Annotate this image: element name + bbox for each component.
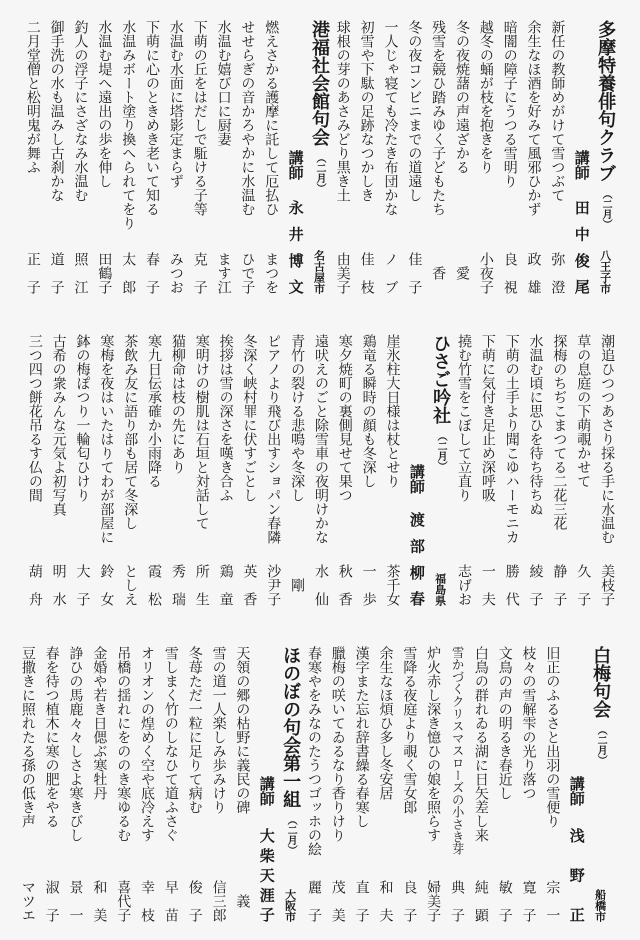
haiku-text: 下萌の丘をはだしで駈ける子等 bbox=[191, 20, 208, 216]
haiku-text: 一人じゃ寝ても冷たき布団かな bbox=[382, 20, 399, 216]
haiku-author: 霞松 bbox=[146, 564, 163, 606]
haiku-text: 寒梅を夜はいたはりてわが部屋に bbox=[98, 334, 115, 544]
haiku-text: ピアノより飛び出すショパン春隣 bbox=[265, 334, 282, 544]
haiku-text: 雪降る夜庭より覗く雪女郎 bbox=[401, 646, 418, 814]
haiku-text: 新任の教師めがけて雪つぶて bbox=[549, 20, 566, 202]
haiku-text: 水温みボート塗り換へられてをり bbox=[120, 20, 137, 230]
haiku-entry bbox=[379, 20, 403, 294]
haiku-author: 久子 bbox=[575, 564, 592, 606]
teacher-name: 渡部柳春 bbox=[407, 512, 426, 606]
haiku-text: 漢字また忘れ辞書繰る春寒し bbox=[353, 646, 370, 828]
haiku-author: 勝代 bbox=[503, 564, 520, 606]
haiku-author: 愛 bbox=[454, 266, 471, 280]
haiku-author: 一夫 bbox=[479, 564, 496, 606]
haiku-author: 春子 bbox=[144, 252, 161, 294]
haiku-author: 志げお bbox=[456, 564, 473, 606]
haiku-text: 諍ひの馬鹿々々しさよ寒きびし bbox=[67, 646, 84, 842]
haiku-entry bbox=[214, 334, 238, 606]
haiku-author: 沙尹子 bbox=[265, 564, 282, 606]
haiku-author: 麗子 bbox=[305, 880, 322, 922]
club-city: 船橋市 bbox=[593, 889, 607, 922]
haiku-author: 佳枝 bbox=[358, 252, 375, 294]
haiku-entry bbox=[426, 20, 450, 294]
haiku-text: 下萌に気付き足止め深呼吸 bbox=[479, 334, 496, 502]
haiku-entry bbox=[540, 646, 564, 922]
haiku-entry bbox=[135, 646, 159, 922]
club-title: ほのぼの句会第一組 bbox=[280, 646, 302, 808]
haiku-author: 婦美子 bbox=[425, 880, 442, 922]
haiku-author: 香 bbox=[430, 266, 447, 280]
club-title: 港福社会館句会 bbox=[308, 20, 330, 146]
haiku-text: 旧正のふるさと出羽の雪便り bbox=[544, 646, 561, 828]
haiku-author: 鶏童 bbox=[217, 564, 234, 606]
club-header bbox=[307, 20, 331, 294]
haiku-author: 一歩 bbox=[360, 564, 377, 606]
haiku-author: 小夜子 bbox=[477, 252, 494, 294]
haiku-author: 早苗 bbox=[162, 880, 179, 922]
club-header bbox=[593, 20, 617, 294]
haiku-entry bbox=[517, 646, 541, 922]
haiku-author: 佳子 bbox=[406, 252, 423, 294]
haiku-entry bbox=[188, 20, 212, 294]
haiku-entry bbox=[69, 20, 93, 294]
haiku-author: 政雄 bbox=[525, 252, 542, 294]
club-city: 名古屋市 bbox=[312, 250, 326, 294]
haiku-text: 越冬の蛹が枝を抱きをり bbox=[477, 20, 494, 174]
haiku-entry bbox=[302, 646, 326, 922]
haiku-entry bbox=[595, 334, 619, 606]
haiku-entry bbox=[500, 334, 524, 606]
haiku-entry bbox=[166, 334, 190, 606]
haiku-text: 初雪や下駄の足跡なつかしき bbox=[358, 20, 375, 202]
haiku-text: 二月堂僧と松明鬼が舞ふ bbox=[24, 20, 41, 174]
haiku-author: 英香 bbox=[241, 564, 258, 606]
page-band-middle bbox=[23, 334, 619, 606]
haiku-text: 暗闇の障子にうつる雪明り bbox=[501, 20, 518, 188]
haiku-text: 古希の衆みんな元気よ初写真 bbox=[50, 334, 67, 516]
haiku-text: 臘梅の咲いてゐるなり香りけり bbox=[329, 646, 346, 842]
haiku-text: 金婚や若き日偲ぶ寒牡丹 bbox=[91, 646, 108, 800]
haiku-text: 天領の郷の枯野に義民の碑 bbox=[234, 646, 251, 814]
haiku-entry bbox=[333, 334, 357, 606]
haiku-entry bbox=[45, 20, 69, 294]
haiku-entry bbox=[231, 646, 255, 922]
club-header bbox=[278, 646, 302, 922]
haiku-text: 冬深く峡村罪に伏すごとし bbox=[241, 334, 258, 502]
haiku-text: 水温む堤へ遠出の歩を伸し bbox=[96, 20, 113, 188]
club-month: （二月） bbox=[435, 431, 447, 471]
haiku-entry bbox=[87, 646, 111, 922]
haiku-author: 照江 bbox=[72, 252, 89, 294]
haiku-author: 良子 bbox=[401, 880, 418, 922]
haiku-author: 茂美 bbox=[329, 880, 346, 922]
haiku-entry bbox=[92, 20, 116, 294]
haiku-text: 枝々の雪解雫の光り落つ bbox=[520, 646, 537, 800]
haiku-text: 文鳥の声の明るき春近し bbox=[496, 646, 513, 800]
haiku-author: 正子 bbox=[24, 252, 41, 294]
haiku-text: 挨拶は雪の深さを嘆き合ふ bbox=[217, 334, 234, 502]
haiku-entry bbox=[355, 20, 379, 294]
club-city: 八王子市 bbox=[598, 250, 612, 294]
haiku-entry bbox=[309, 334, 333, 606]
haiku-text: 草の息庭の下萌覗かせて bbox=[575, 334, 592, 488]
haiku-entry bbox=[111, 646, 135, 922]
haiku-text: 猫柳命は枝の先にあり bbox=[169, 334, 186, 474]
haiku-text: 炉火赤し深き憶ひの娘を照らす bbox=[425, 646, 442, 842]
haiku-entry bbox=[445, 646, 469, 922]
haiku-author: 秋香 bbox=[336, 564, 353, 606]
haiku-author: マツエ bbox=[19, 880, 36, 922]
haiku-text: 雪しまく竹のしなひて道ふさぐ bbox=[162, 646, 179, 842]
haiku-text: 鶏竜る瞬時の顔も冬深し bbox=[360, 334, 377, 488]
haiku-text: せせらぎの音かろやかに水温む bbox=[239, 20, 256, 216]
teacher-label: 講師 bbox=[567, 776, 586, 806]
teacher-line bbox=[564, 646, 588, 922]
haiku-text: 雪の道一人楽しみ歩みけり bbox=[210, 646, 227, 814]
haiku-author: 太郎 bbox=[120, 252, 137, 294]
haiku-author: 茶千女 bbox=[384, 564, 401, 606]
haiku-entry bbox=[261, 334, 285, 606]
haiku-entry bbox=[522, 20, 546, 294]
haiku-entry bbox=[547, 334, 571, 606]
haiku-text: 崖氷柱大日様は杖とせり bbox=[384, 334, 401, 488]
haiku-text: 寒明けの樹肌は石垣と対話して bbox=[193, 334, 210, 530]
haiku-text: 冬苺ただ一粒に足りて病む bbox=[186, 646, 203, 814]
haiku-author: 良視 bbox=[501, 252, 518, 294]
haiku-entry bbox=[190, 334, 214, 606]
haiku-author: 喜代子 bbox=[115, 880, 132, 922]
haiku-text: 茶飲み友に語り部も居て冬深し bbox=[122, 334, 139, 530]
haiku-entry bbox=[374, 646, 398, 922]
haiku-text: 釣人の浮子にさざなみ水温む bbox=[72, 20, 89, 202]
haiku-entry bbox=[545, 20, 569, 294]
haiku-entry bbox=[64, 646, 88, 922]
haiku-text: 撓む竹雪をこぼして立直り bbox=[456, 334, 473, 502]
teacher-name: 浅野正 bbox=[567, 828, 586, 922]
club-month: （二月） bbox=[595, 725, 607, 765]
haiku-author: 美枝子 bbox=[599, 564, 616, 606]
club-month: （二月） bbox=[600, 189, 612, 229]
haiku-entry bbox=[331, 20, 355, 294]
haiku-text: 水温む頃に思ひを待ち待ちぬ bbox=[527, 334, 544, 516]
teacher-line bbox=[404, 334, 428, 606]
haiku-author: 大子 bbox=[74, 564, 91, 606]
page-band-bottom bbox=[16, 646, 612, 922]
haiku-author: 綾子 bbox=[527, 564, 544, 606]
club-city: 福島県 bbox=[433, 573, 447, 606]
haiku-text: 三つ四つ餅花吊るす仏の間 bbox=[26, 334, 43, 502]
haiku-entry bbox=[326, 646, 350, 922]
haiku-text: 下萌の土手より聞こゆハーモニカ bbox=[503, 334, 520, 544]
club-title: 白梅句会 bbox=[590, 646, 612, 718]
club-month: （二月） bbox=[285, 815, 297, 855]
haiku-text: オリオンの煌めく空や底冷えす bbox=[139, 646, 156, 842]
haiku-author: 宗一 bbox=[544, 880, 561, 922]
haiku-author: 静子 bbox=[551, 564, 568, 606]
haiku-text: 水温む水面に塔影定まらず bbox=[167, 20, 184, 188]
haiku-entry bbox=[450, 20, 474, 294]
haiku-text: 御手洗の水も温みし古刹かな bbox=[48, 20, 65, 202]
teacher-label: 講師 bbox=[286, 150, 305, 180]
haiku-entry bbox=[498, 20, 522, 294]
haiku-entry bbox=[357, 334, 381, 606]
teacher-name: 大柴天涯子 bbox=[257, 828, 276, 922]
haiku-author: 淑子 bbox=[43, 880, 60, 922]
haiku-text: 水温む嬉び口に厨妻 bbox=[215, 20, 232, 146]
haiku-entry bbox=[493, 646, 517, 922]
haiku-text: 鉢の梅ぽつり一輪匂ひけり bbox=[74, 334, 91, 502]
haiku-author: 剛 bbox=[289, 578, 306, 592]
haiku-entry bbox=[524, 334, 548, 606]
haiku-author: 景一 bbox=[67, 880, 84, 922]
club-title: 多摩特養俳句クラブ bbox=[595, 20, 617, 182]
haiku-author: 敏子 bbox=[496, 880, 513, 922]
haiku-text: 春を待つ植木に寒の肥をやる bbox=[43, 646, 60, 828]
haiku-text: 残雪を競ひ踏みゆく子どもたち bbox=[430, 20, 447, 216]
haiku-entry bbox=[350, 646, 374, 922]
haiku-text: 寒夕焼町の裏側見せて果つ bbox=[336, 334, 353, 502]
haiku-entry bbox=[397, 646, 421, 922]
haiku-author: 葫舟 bbox=[26, 564, 43, 606]
haiku-text: 吊橋の揺れにをののき寒ゆるむ bbox=[115, 646, 132, 842]
haiku-author: ひで子 bbox=[239, 252, 256, 294]
haiku-author: 鈴女 bbox=[98, 564, 115, 606]
haiku-text: 寒九日伝承確か小雨降る bbox=[146, 334, 163, 488]
haiku-author: 幸枝 bbox=[139, 880, 156, 922]
haiku-entry bbox=[16, 646, 40, 922]
haiku-text: 探梅のちぢこまつてる二花三花 bbox=[551, 334, 568, 530]
haiku-entry bbox=[469, 646, 493, 922]
haiku-author: 典子 bbox=[449, 880, 466, 922]
haiku-author: ノブ bbox=[382, 252, 399, 294]
haiku-author: 和夫 bbox=[377, 880, 394, 922]
haiku-entry bbox=[571, 334, 595, 606]
teacher-name: 田中俊尾 bbox=[572, 200, 591, 294]
club-city: 大阪市 bbox=[283, 889, 297, 922]
teacher-label: 講師 bbox=[572, 150, 591, 180]
haiku-author: 純顕 bbox=[472, 880, 489, 922]
haiku-entry bbox=[40, 646, 64, 922]
haiku-text: 冬の夜コンビニまでの道遠し bbox=[406, 20, 423, 202]
haiku-entry bbox=[183, 646, 207, 922]
haiku-author: 道子 bbox=[48, 252, 65, 294]
haiku-text: 余生なほ煩ひ多し冬安居 bbox=[377, 646, 394, 800]
teacher-label: 講師 bbox=[257, 776, 276, 806]
haiku-entry bbox=[71, 334, 95, 606]
club-header bbox=[588, 646, 612, 922]
page-band-top bbox=[21, 20, 617, 294]
haiku-entry bbox=[142, 334, 166, 606]
haiku-text: 春寒やをみなのたうつゴッホの絵 bbox=[305, 646, 322, 856]
haiku-entry bbox=[47, 334, 71, 606]
haiku-text: 雪かづくクリスマスローズの小さき芽 bbox=[450, 646, 465, 856]
haiku-entry bbox=[474, 20, 498, 294]
teacher-line bbox=[569, 20, 593, 294]
teacher-line bbox=[283, 20, 307, 294]
haiku-author: 俊子 bbox=[186, 880, 203, 922]
haiku-text: 余生なほ酒を好みて風邪ひかず bbox=[525, 20, 542, 216]
teacher-label: 講師 bbox=[407, 464, 426, 494]
haiku-entry bbox=[236, 20, 260, 294]
haiku-entry bbox=[159, 646, 183, 922]
teacher-name: 永井博文 bbox=[286, 200, 305, 294]
haiku-text: 青竹の裂ける悲鳴や冬深し bbox=[289, 334, 306, 502]
haiku-author: 和美 bbox=[91, 880, 108, 922]
haiku-author: 明水 bbox=[50, 564, 67, 606]
haiku-author: 直子 bbox=[353, 880, 370, 922]
haiku-author: 水仙 bbox=[312, 564, 329, 606]
haiku-text: 燃えさかる護摩に託して厄払ひ bbox=[263, 20, 280, 216]
haiku-entry bbox=[452, 334, 476, 606]
haiku-entry bbox=[259, 20, 283, 294]
haiku-author: まつを bbox=[263, 252, 280, 294]
haiku-author: としえ bbox=[122, 564, 139, 606]
haiku-author: 所生 bbox=[193, 564, 210, 606]
haiku-entry bbox=[285, 334, 309, 606]
haiku-entry bbox=[381, 334, 405, 606]
haiku-author: 義 bbox=[234, 894, 251, 908]
haiku-text: 豆撒きに照れたる孫の低き声 bbox=[19, 646, 36, 828]
teacher-line bbox=[254, 646, 278, 922]
haiku-entry bbox=[207, 646, 231, 922]
haiku-entry bbox=[402, 20, 426, 294]
haiku-text: 球根の芽のあさみどり黒き土 bbox=[334, 20, 351, 202]
club-title: ひさご吟社 bbox=[430, 334, 452, 424]
haiku-author: ます江 bbox=[215, 252, 232, 294]
haiku-entry bbox=[476, 334, 500, 606]
haiku-entry bbox=[23, 334, 47, 606]
haiku-entry bbox=[238, 334, 262, 606]
haiku-entry bbox=[118, 334, 142, 606]
haiku-entry bbox=[164, 20, 188, 294]
haiku-text: 下萌に心のときめき老いて知る bbox=[144, 20, 161, 216]
haiku-text: 冬の夜焼藷の声遠ざかる bbox=[454, 20, 471, 174]
haiku-entry bbox=[94, 334, 118, 606]
haiku-author: 寛子 bbox=[520, 880, 537, 922]
haiku-entry bbox=[421, 646, 445, 922]
haiku-author: 信三郎 bbox=[210, 880, 227, 922]
haiku-entry bbox=[116, 20, 140, 294]
haiku-text: 潮追ひつつあさり採る手に水温む bbox=[599, 334, 616, 544]
club-month: （二月） bbox=[313, 153, 325, 193]
haiku-author: 弥澄 bbox=[549, 252, 566, 294]
haiku-entry bbox=[212, 20, 236, 294]
haiku-entry bbox=[21, 20, 45, 294]
haiku-author: 田鶴子 bbox=[96, 252, 113, 294]
haiku-author: 秀瑞 bbox=[169, 564, 186, 606]
haiku-entry bbox=[140, 20, 164, 294]
haiku-text: 白鳥の群れゐる湖に日矢差し来 bbox=[472, 646, 489, 842]
haiku-author: みつお bbox=[167, 252, 184, 294]
haiku-author: 由美子 bbox=[334, 252, 351, 294]
haiku-text: 遠吠えのごと除雪車の夜明けかな bbox=[312, 334, 329, 544]
haiku-author: 克子 bbox=[191, 252, 208, 294]
club-header bbox=[428, 334, 452, 606]
